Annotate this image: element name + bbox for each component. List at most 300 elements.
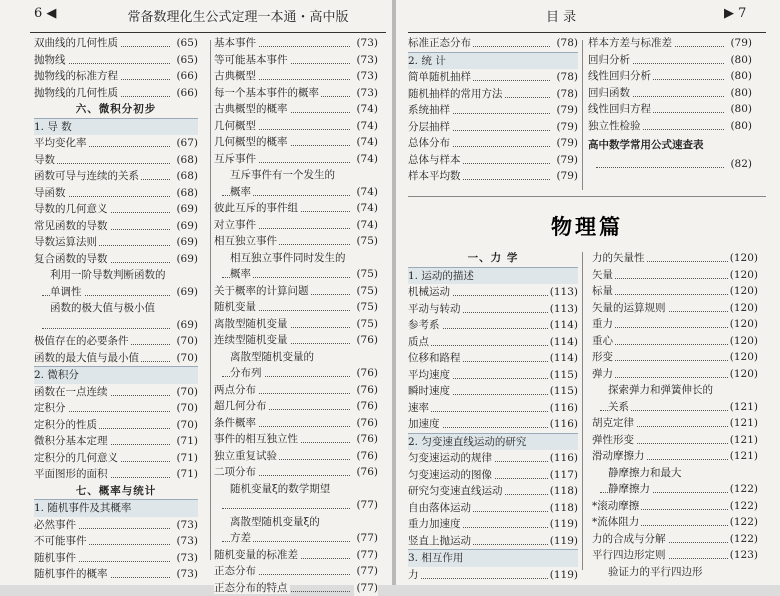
toc-entry-title: 定积分的性质 (34, 419, 99, 431)
left-triangle-icon: ◀ (46, 6, 56, 21)
toc-entry-page: (76) (354, 464, 378, 481)
toc-entry-page: (76) (354, 332, 378, 349)
toc-entry-page: (115) (548, 383, 578, 400)
toc-entry-title: 导数的几何意义 (34, 203, 110, 215)
toc-entry (588, 118, 752, 135)
toc-entry-page: (71) (174, 466, 198, 483)
column-divider (210, 40, 211, 560)
toc-entry-title: 基本事件 (214, 37, 258, 49)
toc-entry (214, 464, 378, 481)
toc-column-6 (592, 250, 758, 580)
toc-entry-title: 标准正态分布 (408, 37, 473, 49)
toc-entry-title: 抛物线的标准方程 (34, 70, 120, 82)
toc-entry-page: (70) (174, 333, 198, 350)
toc-entry (588, 52, 752, 69)
toc-entry (408, 483, 578, 500)
toc-entry-page: (120) (728, 250, 758, 267)
toc-entry (408, 86, 578, 103)
toc-entry-page: (114) (548, 334, 578, 351)
toc-entry (592, 481, 758, 498)
toc-entry-page: (80) (728, 118, 752, 135)
toc-entry (214, 431, 378, 448)
toc-entry-title: 系统抽样 (408, 104, 452, 116)
right-page-number: 7 (738, 6, 746, 21)
toc-entry-title: 常见函数的导数 (34, 220, 110, 232)
toc-entry-title: *滚动摩擦 (592, 500, 641, 512)
toc-entry (34, 52, 198, 69)
toc-entry-page: (116) (548, 450, 578, 467)
toc-entry-page: (76) (354, 382, 378, 399)
toc-entry (408, 35, 578, 52)
toc-entry-title: 必然事件 (34, 519, 78, 531)
toc-entry-page: (113) (548, 284, 578, 301)
toc-entry-title: 形变 (592, 351, 615, 363)
toc-entry-page: (75) (354, 316, 378, 333)
left-page-number-group (34, 6, 74, 28)
toc-entry-page: (76) (354, 448, 378, 465)
toc-entry (408, 383, 578, 400)
running-title: 常备数理化生公式定理一本通・高中版 (98, 6, 378, 28)
toc-entry (214, 448, 378, 465)
toc-entry (592, 415, 758, 432)
toc-entry-text: 随机变量ξ的数学期望 (214, 481, 378, 498)
toc-entry-page: (74) (354, 217, 378, 234)
toc-entry-title: 关系 (608, 401, 631, 413)
toc-entry (214, 299, 378, 316)
toc-entry-page: (76) (354, 431, 378, 448)
toc-entry-page: (119) (548, 567, 578, 584)
toc-entry (592, 514, 758, 531)
toc-entry-title (588, 158, 590, 170)
toc-entry (214, 134, 378, 151)
toc-entry-page: (70) (174, 350, 198, 367)
toc-entry-title: 加速度 (408, 418, 442, 430)
toc-entry-title: 导函数 (34, 187, 68, 199)
toc-entry-title: 总体与样本 (408, 154, 463, 166)
toc-entry (588, 156, 752, 173)
toc-entry-title: 正态分布的特点 (214, 582, 290, 594)
toc-entry (592, 349, 758, 366)
left-page-number: 6 (34, 6, 42, 21)
toc-entry-page: (66) (174, 85, 198, 102)
section-heading: 六、微积分初步 (34, 101, 198, 118)
subsection-heading: 2. 微积分 (34, 366, 198, 384)
toc-entry-title: 随机变量的标准差 (214, 549, 300, 561)
toc-entry-title: 重力加速度 (408, 518, 463, 530)
toc-entry (592, 531, 758, 548)
toc-entry-title: 机械运动 (408, 286, 452, 298)
toc-entry-page: (67) (174, 135, 198, 152)
toc-entry-title: 事件的相互独立性 (214, 433, 300, 445)
toc-entry-page: (121) (728, 415, 758, 432)
toc-column-4 (588, 35, 752, 173)
toc-entry (408, 284, 578, 301)
toc-entry-page: (77) (354, 547, 378, 564)
toc-entry-title: 分层抽样 (408, 121, 452, 133)
toc-entry (34, 466, 198, 483)
toc-entry-title: 独立重复试验 (214, 450, 279, 462)
toc-entry-title: 总体分布 (408, 137, 452, 149)
subsection-heading: 2. 匀变速直线运动的研究 (408, 433, 578, 451)
right-page (396, 0, 780, 585)
toc-entry (592, 333, 758, 350)
toc-entry-page: (75) (354, 233, 378, 250)
toc-entry-page: (122) (728, 531, 758, 548)
toc-entry (214, 233, 378, 250)
toc-entry-title: 自由落体运动 (408, 502, 473, 514)
section-rule (408, 196, 766, 197)
toc-entry-page: (121) (728, 432, 758, 449)
toc-entry-page: (122) (728, 514, 758, 531)
toc-entry (34, 433, 198, 450)
toc-entry-title: 位移和路程 (408, 352, 463, 364)
toc-entry (408, 500, 578, 517)
toc-entry (214, 35, 378, 52)
toc-entry-title: 标量 (592, 285, 615, 297)
toc-entry-page: (69) (174, 234, 198, 251)
toc-entry-page: (79) (554, 168, 578, 185)
toc-entry-title: 古典概型的概率 (214, 103, 290, 115)
toc-entry (592, 366, 758, 383)
toc-entry (34, 68, 198, 85)
toc-entry (214, 382, 378, 399)
toc-entry (592, 399, 758, 416)
toc-entry-title: 竖直上抛运动 (408, 535, 473, 547)
toc-entry-page: (73) (354, 52, 378, 69)
toc-entry-page: (69) (174, 218, 198, 235)
toc-entry-page: (77) (354, 497, 378, 514)
toc-entry-page: (122) (728, 481, 758, 498)
toc-entry (408, 350, 578, 367)
toc-entry-title: 分布列 (230, 367, 264, 379)
toc-entry-title: 函数可导与连续的关系 (34, 170, 141, 182)
toc-entry (214, 547, 378, 564)
toc-entry-page: (74) (354, 184, 378, 201)
toc-entry-page: (80) (728, 52, 752, 69)
toc-entry-title: 随机事件 (34, 552, 78, 564)
toc-entry (408, 516, 578, 533)
toc-entry-title: 双曲线的几何性质 (34, 37, 120, 49)
contents-title: 目 录 (546, 6, 626, 28)
toc-column-5 (408, 250, 578, 583)
toc-entry (408, 450, 578, 467)
toc-entry (214, 365, 378, 382)
toc-entry (214, 563, 378, 580)
toc-entry-title: 平均速度 (408, 369, 452, 381)
toc-entry-title: 极值存在的必要条件 (34, 335, 131, 347)
toc-entry (408, 317, 578, 334)
toc-entry (214, 200, 378, 217)
toc-entry (592, 250, 758, 267)
toc-entry-title: 静摩擦力 (608, 483, 652, 495)
toc-entry-title: 几何概型 (214, 120, 258, 132)
toc-entry-title: 对立事件 (214, 219, 258, 231)
column-divider (582, 40, 583, 190)
toc-entry (408, 168, 578, 185)
toc-entry (34, 234, 198, 251)
toc-entry-page: (79) (554, 152, 578, 169)
toc-entry-page: (80) (728, 85, 752, 102)
toc-entry-page: (120) (728, 366, 758, 383)
toc-entry-title: 几何概型的概率 (214, 136, 290, 148)
toc-entry-title: 速率 (408, 402, 431, 414)
toc-entry (34, 284, 198, 301)
toc-entry (34, 333, 198, 350)
toc-entry-title: 匀变速运动的图像 (408, 469, 494, 481)
toc-entry-page: (75) (354, 299, 378, 316)
toc-entry (408, 567, 578, 584)
toc-entry-title: 正态分布 (214, 565, 258, 577)
toc-entry-title: 抛物线 (34, 54, 68, 66)
toc-entry (592, 316, 758, 333)
toc-entry-page: (74) (354, 101, 378, 118)
toc-entry-page: (74) (354, 200, 378, 217)
toc-entry-page: (68) (174, 168, 198, 185)
toc-entry-text: 利用一阶导数判断函数的 (34, 267, 198, 284)
toc-entry (588, 68, 752, 85)
toc-entry-title (214, 499, 216, 511)
toc-entry-page: (69) (174, 201, 198, 218)
quick-reference-heading: 高中数学常用公式速查表 (588, 134, 752, 156)
toc-entry-title: 平行四边形定则 (592, 549, 668, 561)
toc-entry-page: (74) (354, 118, 378, 135)
toc-entry-title: 两点分布 (214, 384, 258, 396)
toc-entry (408, 301, 578, 318)
toc-entry-page: (76) (354, 398, 378, 415)
toc-entry-page: (74) (354, 134, 378, 151)
toc-entry-page: (114) (548, 317, 578, 334)
toc-entry-text: 验证力的平行四边形 (592, 564, 758, 581)
toc-entry (214, 217, 378, 234)
toc-entry-page: (79) (554, 102, 578, 119)
toc-entry-title: 研究匀变速直线运动 (408, 485, 505, 497)
toc-entry (592, 498, 758, 515)
toc-entry-title: 重心 (592, 335, 615, 347)
toc-entry (34, 35, 198, 52)
toc-entry (214, 118, 378, 135)
section-heading: 一、力 学 (408, 250, 578, 267)
toc-entry (408, 367, 578, 384)
toc-entry-page: (69) (174, 317, 198, 334)
right-triangle-icon: ▶ (724, 6, 734, 21)
toc-entry (408, 152, 578, 169)
toc-entry-page: (76) (354, 365, 378, 382)
toc-entry-page: (78) (554, 69, 578, 86)
toc-entry-title: 平动与转动 (408, 303, 463, 315)
toc-entry (408, 400, 578, 417)
toc-entry-page: (78) (554, 86, 578, 103)
toc-entry-page: (121) (728, 448, 758, 465)
toc-column-2 (214, 35, 378, 596)
toc-entry (34, 350, 198, 367)
toc-entry-page: (71) (174, 450, 198, 467)
toc-entry-title: 平均变化率 (34, 137, 89, 149)
toc-entry (408, 135, 578, 152)
toc-entry (34, 550, 198, 567)
physics-title: 物理篇 (408, 212, 766, 242)
toc-column-3 (408, 35, 578, 185)
toc-entry-page: (120) (728, 349, 758, 366)
right-page-number-group (724, 6, 764, 28)
toc-entry-page: (79) (728, 35, 752, 52)
toc-entry-title: 滑动摩擦力 (592, 450, 647, 462)
toc-entry (588, 101, 752, 118)
toc-entry (34, 400, 198, 417)
toc-entry-page: (75) (354, 283, 378, 300)
toc-entry-page: (118) (548, 483, 578, 500)
toc-entry-page: (68) (174, 185, 198, 202)
toc-entry (408, 119, 578, 136)
toc-entry (408, 533, 578, 550)
toc-entry-page: (73) (354, 35, 378, 52)
toc-entry-page: (73) (354, 68, 378, 85)
toc-entry (214, 266, 378, 283)
toc-entry-title: 彼此互斥的事件组 (214, 202, 300, 214)
toc-entry-page: (121) (728, 399, 758, 416)
toc-entry-title: 随机变量 (214, 301, 258, 313)
toc-entry (34, 185, 198, 202)
toc-entry (214, 415, 378, 432)
toc-entry-page: (119) (548, 516, 578, 533)
toc-entry-title: 互斥事件 (214, 153, 258, 165)
toc-entry-page: (71) (174, 433, 198, 450)
toc-entry-title: 导数运算法则 (34, 236, 99, 248)
toc-entry (214, 52, 378, 69)
toc-entry-text: 离散型随机变量的 (214, 349, 378, 366)
toc-entry (214, 184, 378, 201)
toc-entry (214, 398, 378, 415)
toc-entry (34, 517, 198, 534)
toc-entry-title: 方差 (230, 532, 253, 544)
toc-entry-title: 回归函数 (588, 87, 632, 99)
toc-entry-title: 函数在一点连续 (34, 386, 110, 398)
toc-entry (34, 152, 198, 169)
toc-entry-page: (69) (174, 251, 198, 268)
toc-entry (214, 283, 378, 300)
toc-entry-text: 探索弹力和弹簧伸长的 (592, 382, 758, 399)
toc-entry-page: (77) (354, 580, 378, 596)
toc-entry-title: 超几何分布 (214, 400, 269, 412)
toc-entry (592, 267, 758, 284)
toc-entry (34, 251, 198, 268)
toc-entry (34, 566, 198, 583)
toc-entry-title: 矢量 (592, 269, 615, 281)
toc-entry-title: 概率 (230, 268, 253, 280)
toc-entry-title: 胡克定律 (592, 417, 636, 429)
toc-entry-title: 重力 (592, 318, 615, 330)
toc-entry-page: (65) (174, 35, 198, 52)
toc-entry-page: (120) (728, 333, 758, 350)
toc-entry-page: (79) (554, 119, 578, 136)
toc-entry-title: 力 (408, 569, 421, 581)
toc-entry-page: (65) (174, 52, 198, 69)
toc-entry-page: (80) (728, 68, 752, 85)
toc-entry-title: 瞬时速度 (408, 385, 452, 397)
toc-entry-title: 定积分的几何意义 (34, 452, 120, 464)
toc-entry-page: (78) (554, 35, 578, 52)
toc-entry-page: (122) (728, 498, 758, 515)
toc-entry-page: (79) (554, 135, 578, 152)
toc-entry (408, 102, 578, 119)
toc-entry-page: (80) (728, 101, 752, 118)
toc-entry-title: 导数 (34, 154, 57, 166)
toc-entry-page: (76) (354, 415, 378, 432)
toc-entry-title: 随机事件的概率 (34, 568, 110, 580)
toc-entry-title: 不可能事件 (34, 535, 89, 547)
toc-entry (408, 467, 578, 484)
toc-entry (214, 530, 378, 547)
toc-entry-page: (117) (548, 467, 578, 484)
toc-entry (214, 85, 378, 102)
toc-entry-page: (123) (728, 547, 758, 564)
toc-entry-title: 力的合成与分解 (592, 533, 668, 545)
toc-entry (588, 85, 752, 102)
toc-entry (214, 332, 378, 349)
toc-entry-title: 连续型随机变量 (214, 334, 290, 346)
subsection-heading: 2. 统 计 (408, 52, 578, 70)
toc-entry-title: 相互独立事件 (214, 235, 279, 247)
toc-entry-title: 样本平均数 (408, 170, 463, 182)
left-page (0, 0, 392, 585)
toc-entry-title: 条件概率 (214, 417, 258, 429)
toc-entry-title: 匀变速运动的规律 (408, 452, 494, 464)
toc-entry-page: (75) (354, 266, 378, 283)
toc-entry-page: (70) (174, 384, 198, 401)
toc-entry (592, 300, 758, 317)
toc-entry-title: 回归分析 (588, 54, 632, 66)
toc-entry-text: 相互独立事件同时发生的 (214, 250, 378, 267)
toc-entry (588, 35, 752, 52)
section-heading: 七、概率与统计 (34, 483, 198, 500)
toc-entry (592, 283, 758, 300)
toc-entry-page: (73) (174, 533, 198, 550)
toc-entry-page: (73) (174, 566, 198, 583)
toc-entry-page: (116) (548, 400, 578, 417)
toc-entry-page: (70) (174, 417, 198, 434)
subsection-heading: 1. 导 数 (34, 118, 198, 136)
toc-entry-page: (116) (548, 416, 578, 433)
toc-entry (34, 201, 198, 218)
toc-entry-page: (77) (354, 530, 378, 547)
toc-entry (34, 135, 198, 152)
toc-entry-title: 弹性形变 (592, 434, 636, 446)
toc-entry-page: (113) (548, 301, 578, 318)
toc-entry (34, 450, 198, 467)
toc-entry (34, 417, 198, 434)
toc-entry-title: 简单随机抽样 (408, 71, 473, 83)
toc-entry-title: 微积分基本定理 (34, 435, 110, 447)
toc-entry (592, 547, 758, 564)
toc-entry-title: 线性回归方程 (588, 103, 653, 115)
toc-entry (214, 68, 378, 85)
toc-entry-title (34, 319, 36, 331)
toc-entry-text: 离散型随机变量ξ的 (214, 514, 378, 531)
toc-entry-page: (114) (548, 350, 578, 367)
toc-entry-text: 函数的极大值与极小值 (34, 300, 198, 317)
toc-entry-page: (77) (354, 563, 378, 580)
toc-entry (408, 416, 578, 433)
toc-entry (34, 317, 198, 334)
toc-entry-title: 关于概率的计算问题 (214, 285, 311, 297)
toc-entry-page: (120) (728, 283, 758, 300)
toc-entry (214, 580, 378, 596)
toc-entry-title: *流体阻力 (592, 516, 641, 528)
toc-entry-title: 每一个基本事件的概率 (214, 87, 321, 99)
toc-entry-title: 独立性检验 (588, 120, 643, 132)
toc-entry (214, 151, 378, 168)
toc-entry-title: 概率 (230, 186, 253, 198)
toc-entry-page: (73) (354, 85, 378, 102)
